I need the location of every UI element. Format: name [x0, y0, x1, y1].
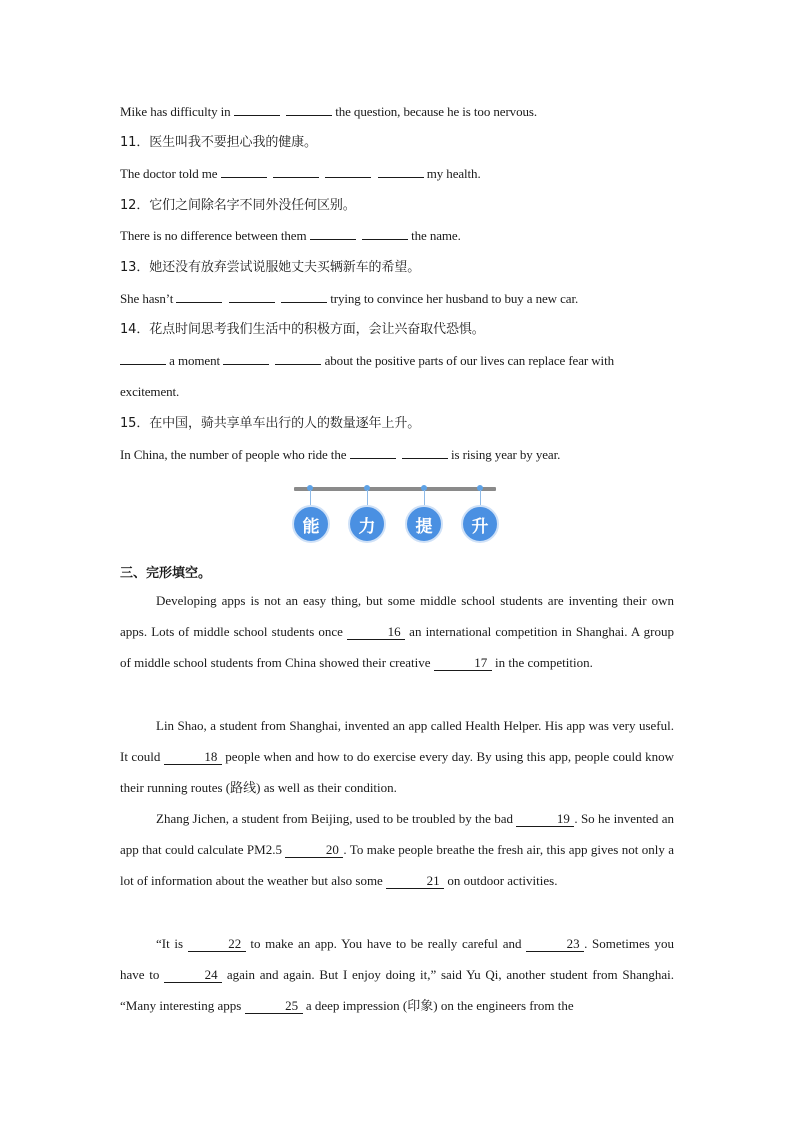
- sentence-text: Mike has difficulty in: [120, 104, 234, 119]
- answer-blank[interactable]: [176, 291, 222, 303]
- passage-text: a deep impression (印象) on the engineers from the: [302, 998, 574, 1014]
- passage-text: “It is: [156, 936, 188, 951]
- cloze-paragraph-2: [120, 710, 674, 804]
- sentence-text: The doctor told me: [120, 166, 221, 181]
- sentence-text: There is no difference between them: [120, 228, 310, 243]
- passage-text: Zhang Jichen, a student from Beijing, used to be troubled by the bad: [156, 811, 517, 826]
- passage-text: on outdoor activities.: [444, 873, 558, 889]
- cloze-blank-24[interactable]: 24: [164, 968, 222, 983]
- passage-text: . Sometimes you have to: [120, 936, 674, 983]
- section-heading: 三、完形填空。: [120, 566, 212, 581]
- sentence-text: about the positive parts of our lives can replace fear with: [321, 353, 614, 368]
- cloze-paragraph-4: [120, 928, 674, 1022]
- cloze-blank-17[interactable]: 17: [434, 656, 492, 671]
- answer-blank[interactable]: [275, 353, 321, 365]
- sentence-text: a moment: [166, 353, 224, 368]
- ability-banner: [294, 484, 496, 544]
- passage-text: Developing apps is not an easy thing, but some middle school students are inventing their own apps. Lots of middle school students once: [120, 593, 674, 640]
- banner-bar: [294, 487, 496, 491]
- sentence-text: my health.: [423, 166, 481, 181]
- passage-text: to make an app. You have to be really careful and: [245, 936, 527, 951]
- answer-blank[interactable]: [350, 447, 396, 459]
- sentence-text: the name.: [407, 228, 461, 243]
- cloze-blank-25[interactable]: 25: [245, 999, 303, 1014]
- exercise-11-english: [120, 166, 481, 182]
- cloze-blank-23[interactable]: 23: [526, 937, 584, 952]
- exercise-15-chinese: 15．在中国，骑共享单车出行的人的数量逐年上升。: [120, 416, 421, 431]
- answer-blank[interactable]: [223, 353, 269, 365]
- exercise-14-english-continued: excitement.: [120, 384, 180, 399]
- passage-text: . So he invented an app that could calculate PM2.5: [120, 811, 674, 858]
- exercise-15-english: [120, 447, 560, 463]
- banner-stem: [480, 490, 481, 506]
- cloze-blank-19[interactable]: 19: [516, 812, 574, 827]
- answer-blank[interactable]: [120, 353, 166, 365]
- passage-text: in the competition.: [491, 655, 593, 671]
- passage-text: an international competition in Shanghai. A group of middle school students from China showed their creative: [120, 624, 675, 671]
- sentence-text: She hasn’t: [120, 291, 177, 306]
- cloze-blank-20[interactable]: 20: [285, 843, 343, 858]
- banner-stem: [310, 490, 311, 506]
- exercise-14-english: [120, 353, 614, 369]
- answer-blank[interactable]: [402, 447, 448, 459]
- exercise-14-chinese: 14．花点时间思考我们生活中的积极方面，会让兴奋取代恐惧。: [120, 322, 485, 337]
- badge-char: 能: [292, 505, 330, 543]
- answer-blank[interactable]: [229, 291, 275, 303]
- sentence-text: is rising year by year.: [447, 447, 561, 462]
- answer-blank[interactable]: [362, 228, 408, 240]
- cloze-blank-22[interactable]: 22: [188, 937, 246, 952]
- answer-blank[interactable]: [234, 104, 280, 116]
- exercise-12-chinese: 12．它们之间除名字不同外没任何区别。: [120, 198, 356, 213]
- cloze-paragraph-3: [120, 803, 674, 897]
- cloze-blank-18[interactable]: 18: [164, 750, 222, 765]
- exercise-12-english: [120, 228, 461, 244]
- sentence-text: In China, the number of people who ride the: [120, 447, 350, 462]
- sentence-text: the question, because he is too nervous.: [332, 104, 537, 119]
- banner-stem: [424, 490, 425, 506]
- sentence-text: trying to convince her husband to buy a new car.: [327, 291, 579, 306]
- answer-blank[interactable]: [378, 166, 424, 178]
- exercise-11-chinese: 11．医生叫我不要担心我的健康。: [120, 135, 317, 150]
- exercise-10-english: [120, 104, 537, 120]
- passage-text: people when and how to do exercise every day. By using this app, people could know their running routes (路线) as well as their condition.: [120, 749, 674, 796]
- exercise-13-english: [120, 291, 578, 307]
- answer-blank[interactable]: [221, 166, 267, 178]
- answer-blank[interactable]: [325, 166, 371, 178]
- cloze-blank-21[interactable]: 21: [386, 874, 444, 889]
- cloze-paragraph-1: [120, 585, 674, 679]
- passage-text: . To make people breathe the fresh air, this app gives not only a lot of information about the weather but also some: [120, 842, 675, 889]
- answer-blank[interactable]: [281, 291, 327, 303]
- passage-text: Lin Shao, a student from Shanghai, invented an app called Health Helper. His app was very useful. It could: [120, 718, 674, 765]
- answer-blank[interactable]: [286, 104, 332, 116]
- answer-blank[interactable]: [273, 166, 319, 178]
- answer-blank[interactable]: [310, 228, 356, 240]
- badge-char: 力: [348, 505, 386, 543]
- badge-char: 升: [461, 505, 499, 543]
- banner-stem: [367, 490, 368, 506]
- passage-text: again and again. But I enjoy doing it,” said Yu Qi, another student from Shanghai. “Many interesting apps: [120, 967, 675, 1014]
- cloze-blank-16[interactable]: 16: [347, 625, 405, 640]
- badge-char: 提: [405, 505, 443, 543]
- exercise-13-chinese: 13．她还没有放弃尝试说服她丈夫买辆新车的希望。: [120, 260, 421, 275]
